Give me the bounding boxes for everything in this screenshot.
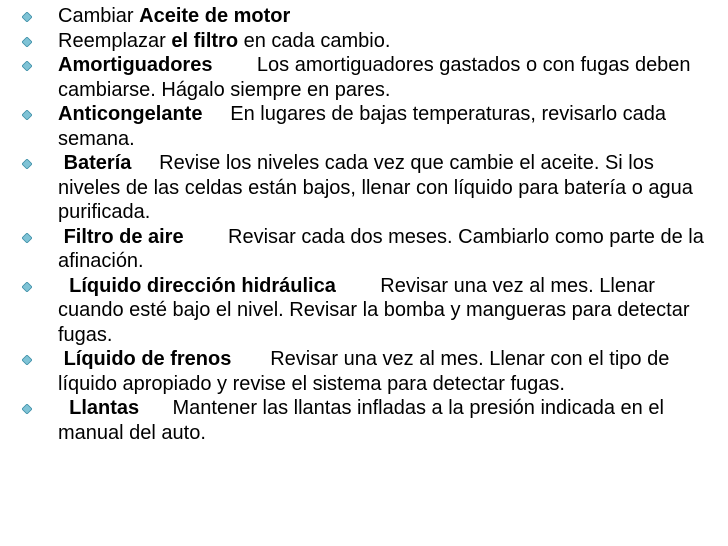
item-text: En lugares de bajas temperaturas, revisarlo cada semana. xyxy=(58,103,672,150)
item-text: Revisar una vez al mes. Llenar con el tipo de líquido apropiado y revise el sistema para detectar fugas. xyxy=(58,348,675,395)
item-lead xyxy=(58,397,69,419)
maintenance-list xyxy=(20,4,710,445)
list-item xyxy=(20,347,704,396)
diamond-bullet-icon xyxy=(22,110,32,120)
diamond-bullet-icon xyxy=(22,12,32,22)
list-item xyxy=(20,396,704,445)
item-text: Revisar cada dos meses. Cambiarlo como parte de la afinación. xyxy=(58,225,710,272)
item-term: Líquido dirección hidráulica xyxy=(69,274,336,297)
list-item xyxy=(20,4,704,29)
item-text: Revise los niveles cada vez que cambie el aceite. Si los niveles de las celdas están bajos, llenar con líquido para batería o agua purificada. xyxy=(58,152,699,223)
diamond-bullet-icon xyxy=(22,233,32,243)
diamond-bullet-icon xyxy=(22,355,32,365)
item-term: Amortiguadores xyxy=(58,54,213,76)
item-text: Cambiar xyxy=(58,5,140,27)
list-item xyxy=(20,29,704,54)
list-item xyxy=(20,225,710,274)
item-text: Mantener las llantas infladas a la presión indicada en el manual del auto. xyxy=(58,397,670,444)
item-term: Batería xyxy=(63,152,132,174)
item-lead xyxy=(58,275,69,297)
diamond-bullet-icon xyxy=(22,61,32,71)
diamond-bullet-icon xyxy=(22,37,32,47)
list-item xyxy=(20,102,704,151)
diamond-bullet-icon xyxy=(22,159,32,169)
item-term: el filtro xyxy=(171,29,239,52)
item-term: Aceite de motor xyxy=(139,5,291,27)
list-item xyxy=(20,53,704,102)
list-item xyxy=(20,274,704,348)
item-term: Líquido de frenos xyxy=(63,348,232,370)
item-text: Los amortiguadores gastados o con fugas deben cambiarse. Hágalo siempre en pares. xyxy=(58,54,697,101)
item-tail: en cada cambio. xyxy=(238,29,391,52)
item-text: Revisar una vez al mes. Llenar cuando esté bajo el nivel. Revisar la bomba y mangueras para detectar fugas. xyxy=(58,274,696,346)
list-item xyxy=(20,151,704,225)
item-text: Reemplazar xyxy=(58,29,172,52)
diamond-bullet-icon xyxy=(22,282,32,292)
item-term: Llantas xyxy=(69,397,140,419)
item-term: Filtro de aire xyxy=(63,225,184,248)
diamond-bullet-icon xyxy=(22,404,32,414)
item-term: Anticongelante xyxy=(58,103,203,125)
